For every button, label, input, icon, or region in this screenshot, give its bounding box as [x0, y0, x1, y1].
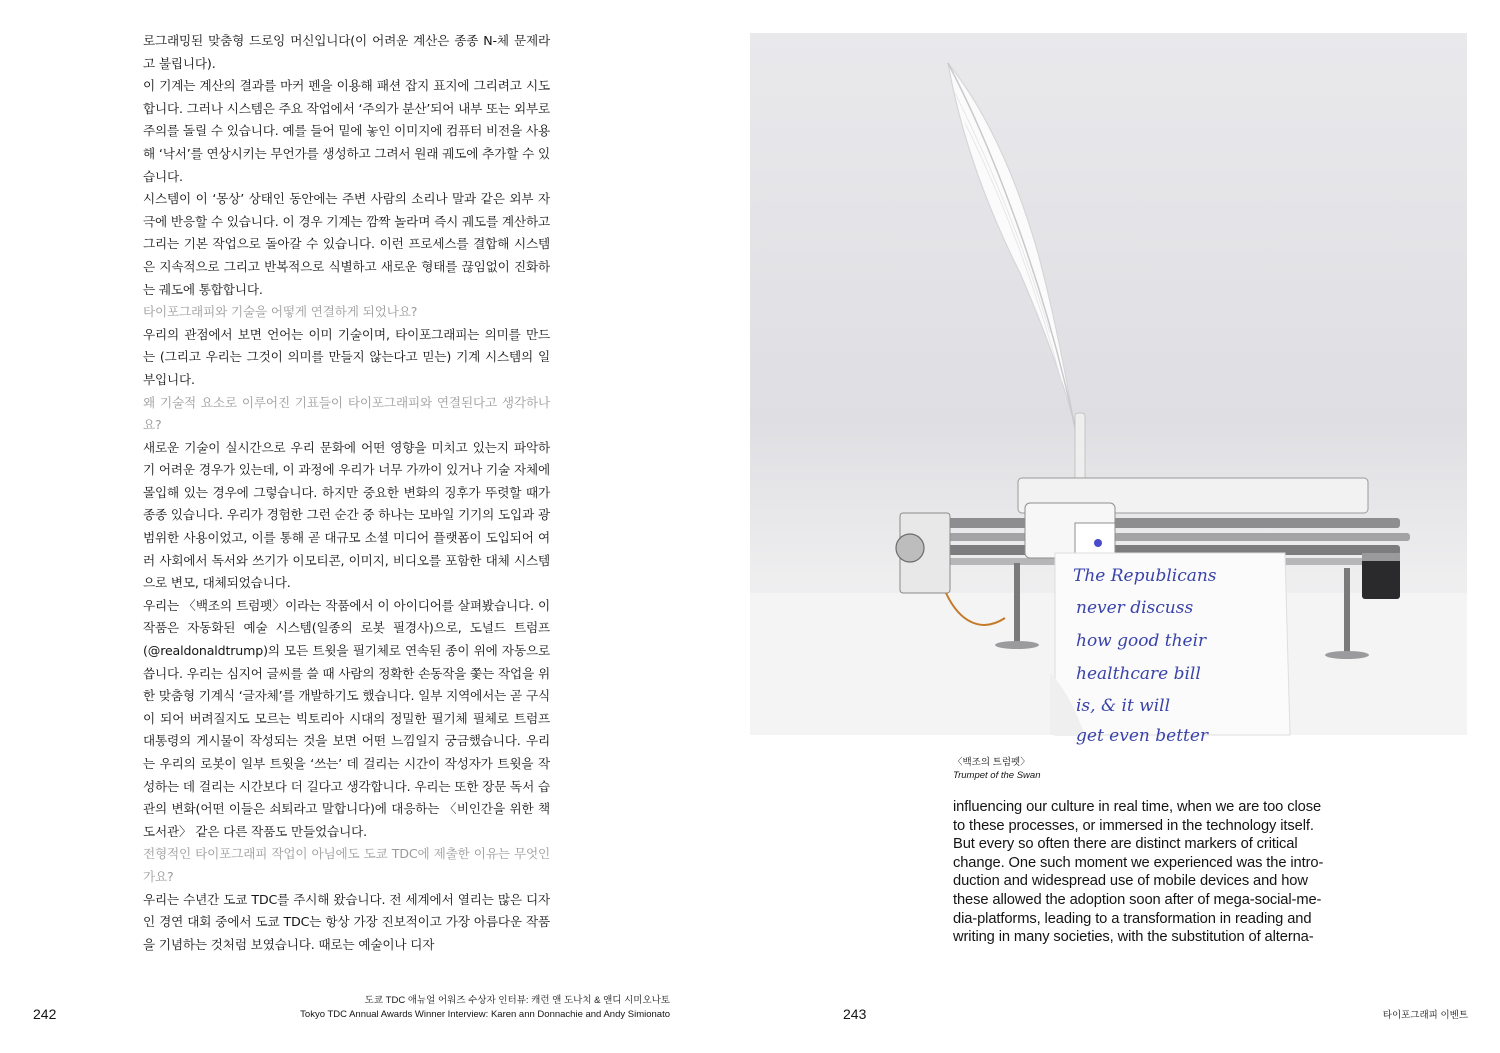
text-line: duction and widespread use of mobile devices and how: [953, 873, 1308, 890]
paragraph: 우리는 〈백조의 트럼펫〉이라는 작품에서 이 아이디어를 살펴봤습니다. 이 작품은 자동화된 예술 시스템(일종의 로봇 필경사)으로, 도널드 트럼프(@realdonaldtrump)의 모든 트윗을 필기체로 연속된 종이 위에 자동으로 씁니다. 우리는 심지어 글씨를 쓸 때 사람의 정확한 손동작을 쫓는 작업을 위한 맞춤형 기계식 ‘글자체’를 개발하기도 했습니다. 일부 지역에서는 곧 구식이 되어 버려질지도 모르는 빅토리아 시대의 정밀한 필기체 필체로 트럼프 대통령의 게시물이 작성되는 것을 보면 어떤 느낌일지 궁금했습니다. 우리는 우리의 로봇이 일부 트윗을 ‘쓰는’ 데 걸리는 시간이 작성자가 트윗을 작성하는 데 걸리는 시간보다 더 길다고 생각합니다. 우리는 또한 장문 독서 습관의 변화(어떤 이들은 쇠퇴라고 말합니다)에 대응하는 〈비인간을 위한 책 도서관〉 같은 다른 작품도 만들었습니다.: [143, 597, 550, 839]
handwriting-line: healthcare bill: [1076, 664, 1201, 684]
handwriting-line: is, & it will: [1076, 696, 1171, 716]
page-number-left: 242: [33, 1006, 57, 1022]
paragraph: 로그래밍된 맞춤형 드로잉 머신입니다(이 어려운 계산은 종종 N-체 문제라고 불립니다).: [143, 33, 550, 71]
text-line: dia-platforms, leading to a transformation in reading and: [953, 910, 1312, 927]
page-number-right: 243: [843, 1006, 867, 1022]
handwriting-line: how good their: [1076, 631, 1207, 651]
running-footer-english: Tokyo TDC Annual Awards Winner Interview: Karen ann Donnachie and Andy Simionato: [300, 1009, 670, 1020]
photo-illustration: [750, 33, 1467, 746]
handwriting-line: get even better: [1076, 726, 1209, 746]
interview-question: 전형적인 타이포그래피 작업이 아님에도 도쿄 TDC에 제출한 이유는 무엇인가요?: [143, 846, 550, 884]
handwriting-line: never discuss: [1076, 598, 1194, 618]
text-line: influencing our culture in real time, when we are too close: [953, 799, 1322, 815]
korean-text-column: [143, 30, 550, 956]
paragraph: 우리의 관점에서 보면 언어는 이미 기술이며, 타이포그래피는 의미를 만드는 (그리고 우리는 그것이 의미를 만들지 않는다고 믿는) 기계 시스템의 일부입니다.: [143, 326, 550, 387]
paragraph: 우리는 수년간 도쿄 TDC를 주시해 왔습니다. 전 세계에서 열리는 많은 디자인 경연 대회 중에서 도쿄 TDC는 항상 가장 진보적이고 가장 아름다운 작품을 기념하는 것처럼 보였습니다. 때로는 예술이나 디자: [143, 891, 550, 952]
right-page: [750, 0, 1500, 1053]
text-line: to these processes, or immersed in the technology itself.: [953, 817, 1314, 834]
running-footer-korean: 도쿄 TDC 애뉴얼 어워즈 수상자 인터뷰: 캐런 앤 도나치 & 앤디 시미오나토: [364, 995, 670, 1006]
paragraph: 이 기계는 계산의 결과를 마커 펜을 이용해 패션 잡지 표지에 그리려고 시도합니다. 그러나 시스템은 주요 작업에서 ‘주의가 분산’되어 내부 또는 외부로 주의를 돌릴 수 있습니다. 예를 들어 밑에 놓인 이미지에 컴퓨터 비전을 사용해 ‘낙서’를 연상시키는 무언가를 생성하고 그려서 원래 궤도에 추가할 수 있습니다.: [143, 78, 550, 184]
text-line: change. One such moment we experienced was the intro-: [953, 854, 1324, 871]
handwriting-line: The Republicans: [1073, 566, 1217, 586]
caption-english: Trumpet of the Swan: [953, 770, 1041, 781]
text-line: these allowed the adoption soon after of mega-social-me-: [953, 891, 1322, 908]
photo-caption: [953, 756, 1040, 782]
text-line: writing in many societies, with the substitution of alterna-: [953, 929, 1314, 946]
typewriter-quill-photo: [750, 33, 1467, 746]
paragraph: 새로운 기술이 실시간으로 우리 문화에 어떤 영향을 미치고 있는지 파악하기 어려운 경우가 있는데, 이 과정에 우리가 너무 가까이 있거나 기술 자체에 몰입해 있는 경우에 그렇습니다. 하지만 중요한 변화의 징후가 뚜렷할 때가 종종 있습니다. 우리가 경험한 그런 순간 중 하나는 모바일 기기의 도입과 광범위한 사용이었고, 이를 통해 곧 대규모 소셜 미디어 플랫폼이 도입되어 여러 사회에서 독서와 쓰기가 이모티콘, 이미지, 비디오를 포함한 대체 시스템으로 변모, 대체되었습니다.: [143, 439, 550, 591]
english-text-column: [953, 798, 1359, 947]
running-footer-left: [300, 994, 670, 1022]
paragraph: 시스템이 이 ‘몽상’ 상태인 동안에는 주변 사람의 소리나 말과 같은 외부 자극에 반응할 수 있습니다. 이 경우 기계는 깜짝 놀라며 즉시 궤도를 계산하고 그리는 기본 작업으로 돌아갈 수 있습니다. 이런 프로세스를 결합해 시스템은 지속적으로 그리고 반복적으로 식별하고 새로운 형태를 끊임없이 진화하는 궤도에 통합합니다.: [143, 191, 550, 297]
running-footer-right: 타이포그래피 이벤트: [1382, 1010, 1468, 1021]
interview-question: 타이포그래피와 기술을 어떻게 연결하게 되었나요?: [143, 304, 418, 320]
text-line: But every so often there are distinct markers of critical: [953, 836, 1298, 853]
caption-korean: 〈백조의 트럼펫〉: [953, 757, 1030, 768]
interview-question: 왜 기술적 요소로 이루어진 기표들이 타이포그래피와 연결된다고 생각하나요?: [143, 394, 550, 433]
